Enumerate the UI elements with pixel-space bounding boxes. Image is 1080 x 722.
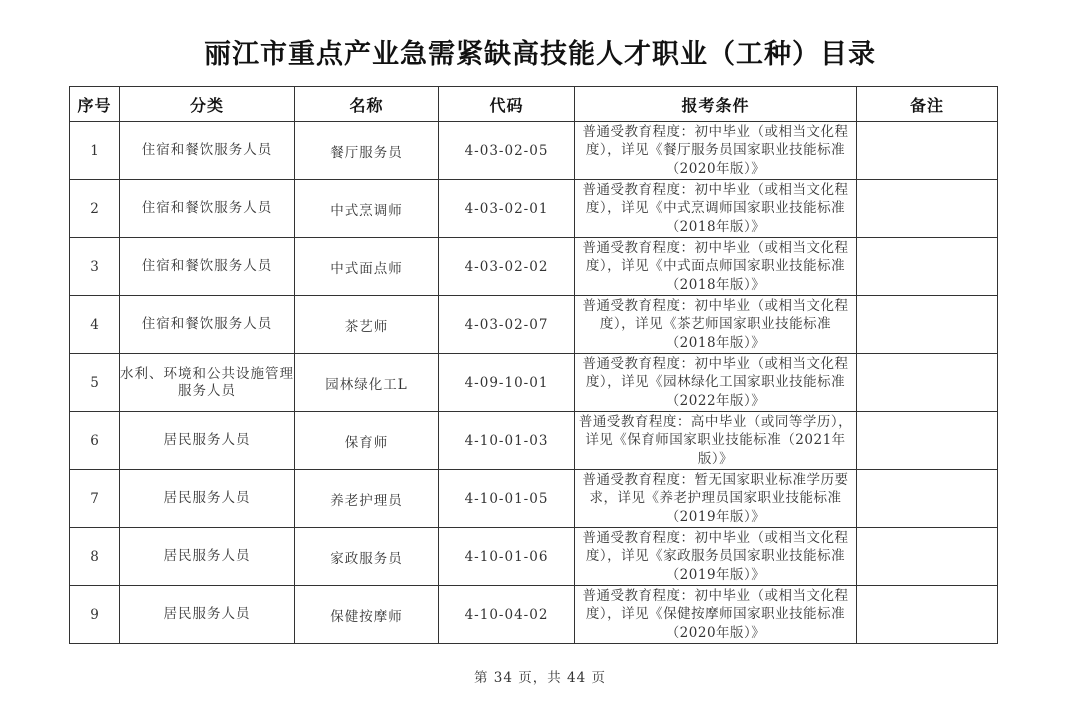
cell-remark — [857, 180, 998, 238]
cell-remark — [857, 122, 998, 180]
document-title: 丽江市重点产业急需紧缺高技能人才职业（工种）目录 — [204, 39, 876, 70]
cell-remark — [857, 412, 998, 470]
cell-category: 居民服务人员 — [120, 470, 295, 528]
occupation-catalog-table — [69, 86, 998, 644]
cell-name: 保育师 — [295, 412, 439, 470]
cell-category: 居民服务人员 — [120, 586, 295, 644]
cell-requirement: 普通受教育程度：初中毕业（或相当文化程度），详见《餐厅服务员国家职业技能标准（2020年版）》 — [575, 122, 857, 180]
cell-seq: 3 — [70, 238, 120, 296]
cell-code: 4-03-02-07 — [439, 296, 575, 354]
cell-name: 茶艺师 — [295, 296, 439, 354]
cell-code: 4-03-02-01 — [439, 180, 575, 238]
header-remark: 备注 — [857, 87, 998, 122]
cell-requirement: 普通受教育程度：初中毕业（或相当文化程度），详见《茶艺师国家职业技能标准（2018年版）》 — [575, 296, 857, 354]
cell-requirement: 普通受教育程度：初中毕业（或相当文化程度），详见《中式面点师国家职业技能标准（2018年版）》 — [575, 238, 857, 296]
cell-seq: 8 — [70, 528, 120, 586]
cell-seq: 1 — [70, 122, 120, 180]
cell-code: 4-10-01-06 — [439, 528, 575, 586]
cell-remark — [857, 470, 998, 528]
cell-category: 居民服务人员 — [120, 412, 295, 470]
cell-seq: 7 — [70, 470, 120, 528]
cell-name: 中式面点师 — [295, 238, 439, 296]
cell-seq: 6 — [70, 412, 120, 470]
cell-code: 4-03-02-02 — [439, 238, 575, 296]
cell-remark — [857, 528, 998, 586]
cell-category: 住宿和餐饮服务人员 — [120, 180, 295, 238]
cell-category: 住宿和餐饮服务人员 — [120, 296, 295, 354]
cell-category: 居民服务人员 — [120, 528, 295, 586]
header-name: 名称 — [295, 87, 439, 122]
table-header-row — [70, 87, 998, 122]
cell-code: 4-10-04-02 — [439, 586, 575, 644]
cell-name: 餐厅服务员 — [295, 122, 439, 180]
table-row — [70, 412, 998, 470]
header-requirement: 报考条件 — [575, 87, 857, 122]
header-seq: 序号 — [70, 87, 120, 122]
cell-seq: 5 — [70, 354, 120, 412]
table-row — [70, 122, 998, 180]
cell-seq: 9 — [70, 586, 120, 644]
cell-requirement: 普通受教育程度：暂无国家职业标准学历要求，详见《养老护理员国家职业技能标准（2019年版）》 — [575, 470, 857, 528]
table-row — [70, 238, 998, 296]
cell-requirement: 普通受教育程度：高中毕业（或同等学历），详见《保育师国家职业技能标准（2021年版）》 — [575, 412, 857, 470]
cell-category: 住宿和餐饮服务人员 — [120, 122, 295, 180]
cell-remark — [857, 296, 998, 354]
header-code: 代码 — [439, 87, 575, 122]
cell-name: 家政服务员 — [295, 528, 439, 586]
cell-name: 中式烹调师 — [295, 180, 439, 238]
cell-name: 养老护理员 — [295, 470, 439, 528]
cell-requirement: 普通受教育程度：初中毕业（或相当文化程度），详见《保健按摩师国家职业技能标准（2020年版）》 — [575, 586, 857, 644]
cell-remark — [857, 586, 998, 644]
cell-remark — [857, 354, 998, 412]
cell-code: 4-03-02-05 — [439, 122, 575, 180]
cell-seq: 2 — [70, 180, 120, 238]
table-row — [70, 528, 998, 586]
table-row — [70, 470, 998, 528]
table-row — [70, 296, 998, 354]
cell-requirement: 普通受教育程度：初中毕业（或相当文化程度），详见《中式烹调师国家职业技能标准（2018年版）》 — [575, 180, 857, 238]
cell-name: 园林绿化工L — [295, 354, 439, 412]
page-number-footer: 第 34 页，共 44 页 — [473, 670, 607, 686]
header-category: 分类 — [120, 87, 295, 122]
cell-requirement: 普通受教育程度：初中毕业（或相当文化程度），详见《园林绿化工国家职业技能标准（2022年版）》 — [575, 354, 857, 412]
cell-remark — [857, 238, 998, 296]
table-row — [70, 354, 998, 412]
table-row — [70, 586, 998, 644]
cell-code: 4-09-10-01 — [439, 354, 575, 412]
cell-code: 4-10-01-05 — [439, 470, 575, 528]
table-row — [70, 180, 998, 238]
cell-category: 水利、环境和公共设施管理服务人员 — [120, 354, 295, 412]
cell-name: 保健按摩师 — [295, 586, 439, 644]
cell-category: 住宿和餐饮服务人员 — [120, 238, 295, 296]
cell-code: 4-10-01-03 — [439, 412, 575, 470]
cell-seq: 4 — [70, 296, 120, 354]
cell-requirement: 普通受教育程度：初中毕业（或相当文化程度），详见《家政服务员国家职业技能标准（2019年版）》 — [575, 528, 857, 586]
